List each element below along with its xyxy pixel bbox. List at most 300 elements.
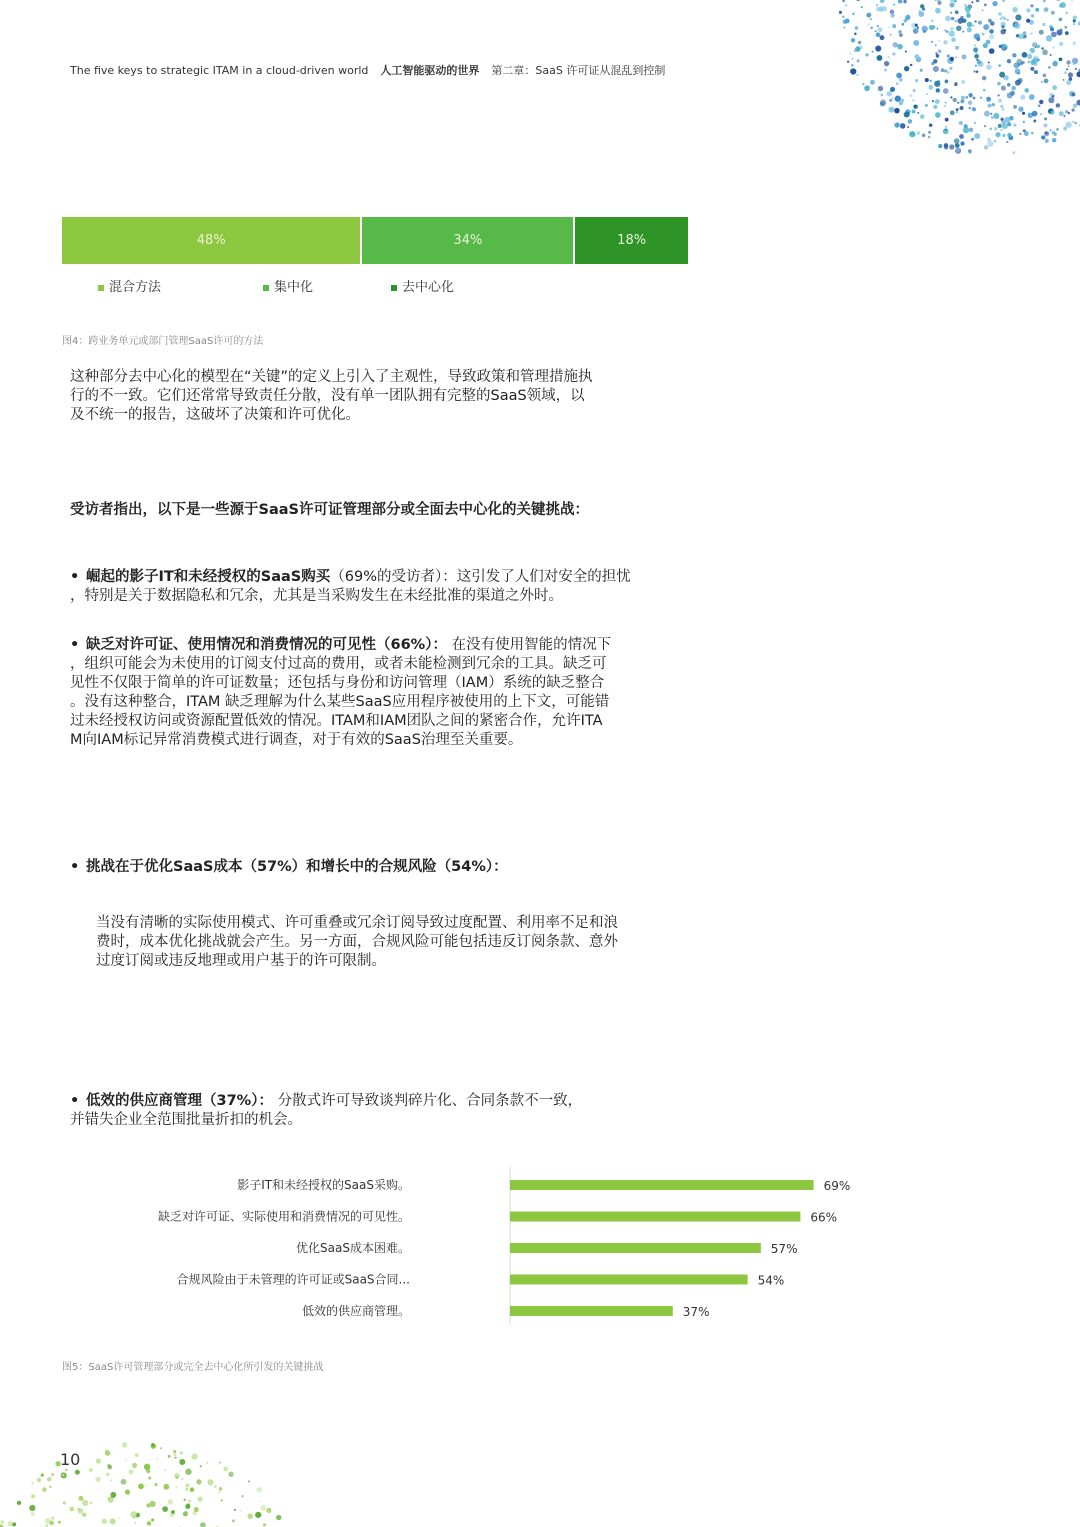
decoration-dot: [1024, 35, 1027, 38]
decoration-dot: [1051, 32, 1057, 38]
decoration-dot: [973, 70, 975, 72]
decoration-dot: [967, 27, 972, 32]
decoration-dot: [1007, 83, 1011, 87]
decoration-dot: [1072, 58, 1078, 64]
decoration-dot: [945, 128, 947, 130]
decoration-dot: [183, 1498, 186, 1501]
decoration-dot: [982, 9, 984, 11]
decoration-dot: [962, 31, 964, 33]
decoration-dot: [935, 112, 941, 118]
figure4-caption: 图4：跨业务单元或部门管理SaaS许可的方法: [62, 336, 264, 347]
decoration-dot: [1056, 128, 1058, 130]
decoration-dot: [936, 54, 940, 58]
decoration-dot: [1015, 14, 1021, 20]
decoration-dot: [214, 1485, 217, 1488]
decoration-dot: [956, 148, 960, 152]
decoration-dot: [1012, 53, 1016, 57]
decoration-dot: [954, 0, 957, 3]
decoration-dot: [965, 96, 968, 99]
decoration-dot: [989, 34, 994, 39]
decoration-dot: [1031, 14, 1034, 17]
decoration-dot: [955, 10, 959, 14]
decoration-dot: [973, 25, 975, 27]
decoration-dot: [1042, 49, 1048, 55]
legend-swatch: [98, 285, 104, 291]
decoration-dot: [974, 133, 980, 139]
decoration-dot: [1043, 74, 1047, 78]
decoration-dot: [887, 56, 889, 58]
segment-centralized: 34%: [362, 217, 575, 264]
decoration-dot: [949, 30, 955, 36]
decoration-dot: [988, 19, 992, 23]
decoration-dot: [947, 54, 950, 57]
decoration-dot: [164, 1469, 166, 1471]
decoration-dot: [899, 101, 903, 105]
decoration-dot: [960, 142, 964, 146]
decoration-dot: [964, 4, 966, 6]
decoration-dot: [1004, 18, 1006, 20]
decoration-dot: [882, 6, 887, 11]
decoration-dot: [856, 47, 861, 52]
decoration-dot: [983, 24, 989, 30]
decoration-dot: [974, 122, 976, 124]
decoration-dot: [855, 26, 859, 30]
decoration-dot: [1000, 129, 1002, 131]
decoration-dot: [1053, 132, 1057, 136]
decoration-dot: [945, 126, 947, 128]
decoration-dot: [951, 17, 954, 20]
decoration-dot: [984, 125, 986, 127]
value-label: 66%: [810, 1210, 838, 1225]
decoration-dot: [219, 1462, 221, 1464]
decoration-dot: [910, 64, 912, 66]
decoration-dot: [1029, 94, 1035, 100]
decoration-dot: [950, 96, 952, 98]
decoration-dot: [31, 1512, 35, 1516]
decoration-dot: [976, 37, 980, 41]
decoration-dot: [207, 1479, 213, 1485]
decoration-dot: [218, 1491, 221, 1494]
decoration-dot: [1066, 68, 1068, 70]
decoration-dot: [995, 132, 1001, 138]
decoration-dot: [933, 59, 937, 63]
decoration-dot: [920, 69, 923, 72]
decoration-dot: [1064, 26, 1067, 29]
decoration-dot: [858, 41, 861, 44]
header-chapter: 第二章：SaaS 许可证从混乱到控制: [491, 64, 666, 77]
decoration-dot: [69, 1507, 74, 1512]
decoration-dot: [110, 1492, 116, 1498]
decoration-dot: [928, 136, 931, 139]
decoration-dot: [1035, 8, 1039, 12]
decoration-dot: [899, 33, 903, 37]
decoration-dot: [993, 113, 999, 119]
decoration-dot: [1031, 132, 1034, 135]
decoration-dot: [132, 1463, 137, 1468]
decoration-dot: [1021, 61, 1024, 64]
decoration-dot: [969, 152, 971, 154]
decoration-dot: [110, 1479, 112, 1481]
decoration-dot: [943, 88, 949, 94]
decoration-dot: [1073, 15, 1077, 19]
decoration-dot: [162, 1506, 168, 1512]
decoration-dot: [42, 1487, 47, 1492]
decoration-dot: [944, 145, 948, 149]
decoration-dot: [1007, 59, 1011, 63]
decoration-dot: [938, 40, 940, 42]
decoration-dot: [1023, 31, 1026, 34]
decoration-dot: [1030, 32, 1033, 35]
decoration-dot: [925, 78, 929, 82]
decoration-dot: [864, 85, 870, 91]
decoration-dot: [933, 105, 937, 109]
decoration-dot: [1023, 121, 1025, 123]
segment-decentralized: 18%: [575, 217, 688, 264]
decoration-dot: [151, 1519, 154, 1522]
category-label: 低效的供应商管理。: [301, 1304, 410, 1318]
decoration-dot: [1065, 110, 1068, 113]
decoration-dot: [1020, 95, 1025, 100]
decoration-dot: [957, 18, 963, 24]
decoration-dot: [949, 67, 952, 70]
decoration-dot: [62, 1474, 64, 1476]
decoration-dot: [890, 34, 892, 36]
decoration-dot: [110, 1518, 116, 1524]
decoration-dot: [1059, 18, 1063, 22]
decoration-dot: [957, 102, 959, 104]
decoration-dot: [1018, 107, 1023, 112]
decoration-dot: [58, 1521, 61, 1524]
figure5-caption: 图5：SaaS许可管理部分或完全去中心化所引发的关键挑战: [62, 1362, 324, 1373]
challenge-bar: [510, 1212, 800, 1222]
decoration-dot: [969, 128, 974, 133]
decoration-dot: [850, 53, 852, 55]
decoration-dot: [943, 40, 947, 44]
decoration-dot: [926, 93, 928, 95]
decoration-dot: [194, 1507, 199, 1512]
decoration-dot: [1019, 133, 1021, 135]
decoration-dot: [941, 68, 945, 72]
decoration-dot: [127, 1494, 129, 1496]
decoration-dot: [82, 1513, 86, 1517]
decoration-dot: [121, 1479, 127, 1485]
header-title-cn: 人工智能驱动的世界: [380, 64, 480, 77]
decoration-dot: [1030, 4, 1033, 7]
decoration-dot: [1044, 79, 1049, 84]
decoration-dot: [1013, 124, 1016, 127]
decoration-dot: [896, 73, 902, 79]
decoration-dot: [965, 6, 971, 12]
decoration-dot: [968, 93, 972, 97]
decoration-dot: [200, 1465, 202, 1467]
decoration-dot: [1052, 61, 1057, 66]
decoration-dot: [31, 1482, 33, 1484]
decoration-dot: [947, 71, 950, 74]
decoration-dot: [219, 1487, 223, 1491]
decoration-dot: [950, 110, 955, 115]
decoration-dot: [915, 54, 920, 59]
decoration-dot: [896, 82, 898, 84]
decoration-dot: [130, 1511, 136, 1517]
value-label: 69%: [823, 1179, 851, 1193]
decoration-dot: [983, 89, 986, 92]
decoration-dot: [889, 107, 895, 113]
decoration-dot: [247, 1513, 252, 1518]
decoration-dot: [984, 145, 988, 149]
decoration-dot: [1076, 71, 1080, 77]
decoration-dot: [892, 24, 896, 28]
decoration-dot: [934, 81, 940, 87]
decoration-dot: [173, 1450, 176, 1453]
decoration-dot: [1007, 92, 1013, 98]
decoration-dot: [144, 1464, 150, 1470]
decoration-dot: [191, 1454, 197, 1460]
segment-hybrid: 48%: [62, 217, 362, 264]
decoration-dot: [944, 29, 947, 32]
decoration-dot: [1073, 19, 1076, 22]
decoration-dot: [47, 1477, 51, 1481]
decoration-dot: [1075, 122, 1077, 124]
decoration-dot: [912, 99, 914, 101]
decoration-dot: [936, 88, 940, 92]
decoration-dot: [845, 4, 847, 6]
decoration-dot: [976, 70, 979, 73]
decoration-dot: [972, 107, 976, 111]
header-title-en: The five keys to strategic ITAM in a cloud-driven world: [70, 64, 369, 77]
decoration-dot: [854, 33, 857, 36]
decoration-dot: [955, 56, 957, 58]
decoration-dot: [949, 2, 954, 7]
decoration-dot: [228, 1472, 233, 1477]
challenge-bar: [510, 1243, 761, 1253]
decoration-dot: [176, 1476, 179, 1479]
decoration-dot: [961, 96, 965, 100]
decoration-dot: [1068, 65, 1070, 67]
decoration-dot: [232, 1519, 235, 1522]
decoration-dot: [240, 1510, 242, 1512]
decoration-dot: [135, 1453, 139, 1457]
decoration-dot: [876, 7, 881, 12]
decoration-dot: [892, 97, 894, 99]
decoration-dot: [197, 1480, 201, 1484]
decoration-dot: [935, 8, 941, 14]
decoration-dot: [839, 11, 842, 14]
decoration-dot: [922, 7, 925, 10]
decoration-dot: [118, 1517, 120, 1519]
decoration-dot: [1013, 62, 1019, 68]
decoration-dot: [917, 26, 919, 28]
page-number: 10: [60, 1450, 81, 1469]
decoration-dot: [994, 127, 997, 130]
decoration-dot: [935, 44, 937, 46]
decoration-dot: [998, 124, 1002, 128]
decoration-dot: [151, 1443, 154, 1446]
decoration-dot: [1032, 42, 1037, 47]
decoration-dot: [102, 1519, 107, 1524]
decoration-dot: [955, 143, 960, 148]
decoration-dot: [870, 18, 872, 20]
intro-paragraph: 这种部分去中心化的模型在“关键”的定义上引入了主观性，导致政策和管理措施执 行的不一致。它们还常常导致责任分散，没有单一团队拥有完整的SaaS领域，以 及不统一的报告，这破坏了决策和许可优化。: [70, 369, 593, 423]
decoration-dot: [1032, 111, 1038, 117]
decoration-dot: [1075, 68, 1077, 70]
decoration-dot: [1044, 117, 1047, 120]
decoration-dot: [915, 79, 918, 82]
decoration-dot: [1056, 103, 1060, 107]
decoration-dot: [1063, 115, 1065, 117]
decoration-dot: [989, 29, 994, 34]
decoration-dot: [163, 1484, 169, 1490]
decoration-dot: [45, 1524, 48, 1527]
decoration-dot: [188, 1500, 191, 1503]
section-heading: 受访者指出，以下是一些源于SaaS许可证管理部分或全面去中心化的关键挑战：: [70, 502, 589, 518]
decoration-dot: [1048, 66, 1050, 68]
decoration-dot: [930, 80, 932, 82]
decoration-dot: [950, 27, 953, 30]
decoration-dot: [78, 1496, 83, 1501]
decoration-dot: [185, 1504, 190, 1509]
decoration-dot: [956, 25, 962, 31]
dotted-globe-decoration-bottom: [0, 1437, 320, 1527]
decoration-dot: [129, 1470, 134, 1475]
decoration-dot: [953, 98, 957, 102]
decoration-dot: [168, 1455, 171, 1458]
decoration-dot: [1001, 25, 1004, 28]
decoration-dot: [1060, 2, 1066, 8]
decoration-dot: [960, 99, 964, 103]
decoration-dot: [843, 20, 847, 24]
decoration-dot: [961, 80, 965, 84]
category-label: 合规风险由于未管理的许可证或SaaS合同...: [176, 1272, 410, 1287]
decoration-dot: [911, 133, 913, 135]
decoration-dot: [1051, 11, 1055, 15]
decoration-dot: [124, 1459, 126, 1461]
decoration-dot: [971, 138, 974, 141]
decoration-dot: [894, 122, 899, 127]
decoration-dot: [876, 32, 881, 37]
decoration-dot: [1007, 19, 1009, 21]
decoration-dot: [49, 1485, 52, 1488]
decoration-dot: [945, 16, 951, 22]
decoration-dot: [183, 1511, 188, 1516]
decoration-dot: [241, 1495, 244, 1498]
decoration-dot: [890, 89, 893, 92]
decoration-dot: [968, 100, 973, 105]
decoration-dot: [901, 23, 904, 26]
decoration-dot: [1044, 123, 1048, 127]
decoration-dot: [1006, 141, 1008, 143]
decoration-dot: [986, 97, 990, 101]
decoration-dot: [147, 1521, 152, 1526]
decoration-dot: [1001, 86, 1006, 91]
decoration-dot: [1050, 110, 1054, 114]
decoration-dot: [185, 1483, 189, 1487]
decoration-dot: [171, 1510, 175, 1514]
decoration-dot: [852, 13, 854, 15]
decoration-dot: [106, 1473, 109, 1476]
decoration-dot: [987, 138, 990, 141]
decoration-dot: [148, 1476, 151, 1479]
decoration-dot: [982, 76, 986, 80]
decoration-dot: [856, 0, 861, 1]
decoration-dot: [880, 0, 885, 3]
decoration-dot: [997, 82, 1001, 86]
challenge-bar: [510, 1275, 748, 1285]
decoration-dot: [905, 15, 910, 20]
decoration-dot: [903, 0, 907, 3]
decoration-dot: [1045, 139, 1049, 143]
decoration-dot: [1044, 131, 1049, 136]
decoration-dot: [950, 11, 952, 13]
decoration-dot: [994, 140, 996, 142]
decoration-dot: [82, 1500, 88, 1506]
decoration-dot: [931, 20, 934, 23]
decoration-dot: [884, 61, 889, 66]
decoration-dot: [179, 1459, 185, 1465]
decoration-dot: [255, 1512, 261, 1518]
decoration-dot: [878, 86, 883, 91]
decoration-dot: [1023, 129, 1026, 132]
decoration-dot: [973, 97, 976, 100]
decoration-dot: [872, 51, 874, 53]
decoration-dot: [999, 45, 1002, 48]
decoration-dot: [160, 1447, 162, 1449]
decoration-dot: [900, 123, 906, 129]
decoration-dot: [145, 1485, 147, 1487]
decoration-dot: [51, 1473, 54, 1476]
decoration-dot: [37, 1478, 41, 1482]
decoration-dot: [1050, 27, 1054, 31]
running-header: [70, 62, 677, 78]
decoration-dot: [180, 1451, 183, 1454]
challenges-bar-chart: [60, 1165, 880, 1335]
decoration-dot: [938, 144, 942, 148]
bullet-vendor-management: • 低效的供应商管理（37%）： 分散式许可导致谈判碎片化、合同条款不一致， 并错失企业全范围批量折扣的机会。: [70, 1093, 583, 1128]
decoration-dot: [963, 127, 969, 133]
decoration-dot: [986, 64, 991, 69]
decoration-dot: [138, 1483, 144, 1489]
decoration-dot: [851, 64, 854, 67]
decoration-dot: [1066, 80, 1071, 85]
decoration-dot: [75, 1470, 80, 1475]
decoration-dot: [954, 20, 957, 23]
decoration-dot: [1013, 105, 1017, 109]
decoration-dot: [973, 47, 978, 52]
decoration-dot: [890, 10, 895, 15]
decoration-dot: [917, 131, 920, 134]
decoration-dot: [1007, 133, 1011, 137]
decoration-dot: [877, 25, 879, 27]
decoration-dot: [929, 131, 931, 133]
decoration-dot: [937, 28, 939, 30]
decoration-dot: [898, 0, 903, 4]
decoration-dot: [850, 68, 856, 74]
decoration-dot: [968, 107, 971, 110]
decoration-dot: [977, 60, 981, 64]
decoration-dot: [843, 27, 845, 29]
decoration-dot: [987, 140, 993, 146]
bullet-visibility: • 缺乏对许可证、使用情况和消费情况的可见性（66%）： 在没有使用智能的情况下 ，组织可能会为未使用的订阅支付过高的费用，或者未能检测到冗余的工具。缺乏可 见性不仅限于简单的许可证数量；还包括与身份和访问管理（IAM）系统的缺乏整合 。没有这种整合，ITAM 缺乏理解为什么某些SaaS应用程序被使用的上下文，可能错 过未经授权访问或资源配置低效的情况。ITAM和IAM团队之间的紧密合作，允许ITA M向IAM标记异常消费模式进行调查，对于有效的SaaS治理至关重要。: [70, 637, 612, 748]
decoration-dot: [63, 1501, 66, 1504]
cost-compliance-paragraph: 当没有清晰的实际使用模式、许可重叠或冗余订阅导致过度配置、利用率不足和浪 费时，成本优化挑战就会产生。另一方面，合规风险可能包括违反订阅条款、意外 过度订阅或违反地理或用户基于的许可限制。: [96, 915, 618, 969]
decoration-dot: [913, 28, 919, 34]
decoration-dot: [881, 94, 883, 96]
decoration-dot: [1032, 58, 1038, 64]
decoration-dot: [880, 100, 886, 106]
decoration-dot: [256, 1487, 262, 1493]
decoration-dot: [923, 30, 926, 33]
decoration-dot: [935, 52, 937, 54]
bullet-shadow-it: • 崛起的影子IT和未经授权的SaaS购买（69%的受访者）：这引发了人们对安全的担忧 ，特别是关于数据隐私和冗余，尤其是当采购发生在未经批准的渠道之外时。: [70, 569, 631, 604]
